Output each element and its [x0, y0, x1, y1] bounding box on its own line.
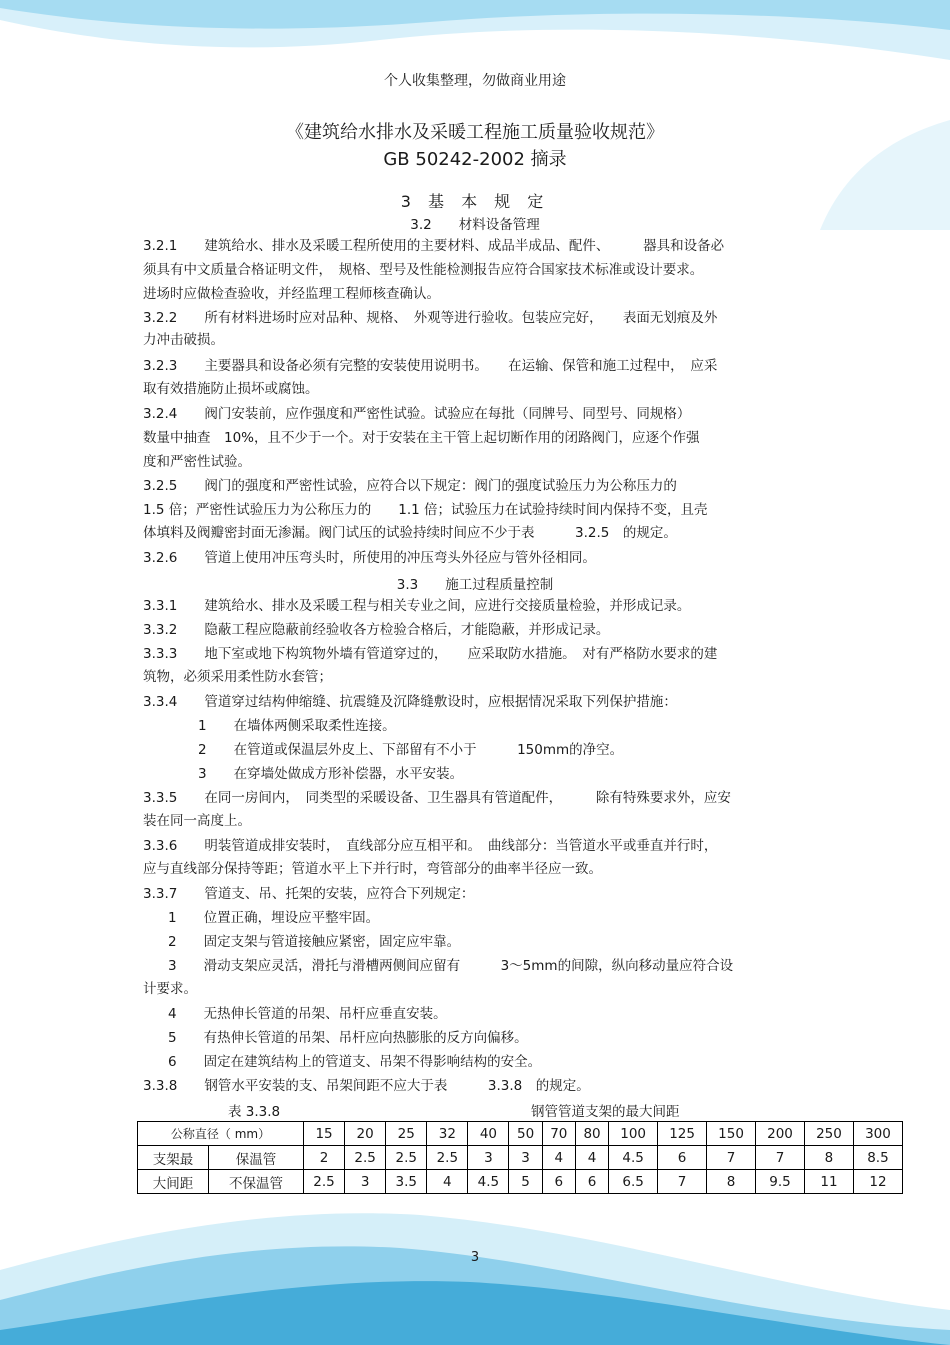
text-line: 3.2.5 阀门的强度和严密性试验，应符合以下规定：阀门的强度试验压力为公称压力的: [143, 478, 677, 494]
row-label: 保温管: [209, 1146, 304, 1170]
table-cell: 15: [304, 1122, 345, 1146]
table-cell: 3.5: [386, 1170, 427, 1194]
table-cell: 125: [658, 1122, 707, 1146]
table-cell: 4: [427, 1170, 468, 1194]
spacing-table: [137, 1121, 903, 1194]
list-item: 2 在管道或保温层外皮上、下部留有不小于 150mm的净空。: [198, 742, 624, 758]
table-header-label: 公称直径（ mm）: [138, 1122, 304, 1146]
text-line: 3.3.1 建筑给水、排水及采暖工程与相关专业之间，应进行交接质量检验，并形成记录。: [143, 598, 691, 614]
list-item: 3 在穿墙处做成方形补偿器，水平安装。: [198, 766, 464, 782]
table-cell: 250: [804, 1122, 853, 1146]
table-cell: 300: [853, 1122, 902, 1146]
document-subtitle: GB 50242-2002 摘录: [383, 149, 567, 170]
table-cell: 8: [804, 1146, 853, 1170]
row-group-label: 大间距: [138, 1170, 209, 1194]
text-line: 进场时应做检查验收，并经监理工程师核查确认。: [143, 286, 440, 302]
list-item: 3 滑动支架应灵活，滑托与滑槽两侧间应留有 3～5mm的间隙，纵向移动量应符合设: [168, 958, 734, 974]
list-item: 5 有热伸长管道的吊架、吊杆应向热膨胀的反方向偏移。: [168, 1030, 528, 1046]
table-cell: 8.5: [853, 1146, 902, 1170]
table-title: 钢管管道支架的最大间距: [531, 1104, 680, 1120]
table-cell: 6.5: [609, 1170, 658, 1194]
table-cell: 2.5: [427, 1146, 468, 1170]
page-number: 3: [470, 1250, 480, 1265]
table-cell: 200: [756, 1122, 805, 1146]
list-item: 1 位置正确，埋设应平整牢固。: [168, 910, 380, 926]
table-cell: 20: [345, 1122, 386, 1146]
text-line: 3.3.5 在同一房间内， 同类型的采暖设备、卫生器具有管道配件， 除有特殊要求外，应安: [143, 790, 731, 806]
text-line: 3.2.3 主要器具和设备必须有完整的安装使用说明书。 在运输、保管和施工过程中， 应采: [143, 358, 718, 374]
table-label: 表 3.3.8: [228, 1104, 281, 1120]
table-cell: 80: [575, 1122, 608, 1146]
text-line: 数量中抽查 10%，且不少于一个。对于安装在主干管上起切断作用的闭路阀门，应逐个作强: [143, 430, 700, 446]
text-line: 3.3.4 管道穿过结构伸缩缝、抗震缝及沉降缝敷设时，应根据情况采取下列保护措施：: [143, 694, 677, 710]
text-line: 3.3.6 明装管道成排安装时， 直线部分应互相平和。 曲线部分：当管道水平或垂直并行时，: [143, 838, 718, 854]
row-label: 不保温管: [209, 1170, 304, 1194]
text-line: 3.2.6 管道上使用冲压弯头时，所使用的冲压弯头外径应与管外径相同。: [143, 550, 596, 566]
text-line: 1.5 倍；严密性试验压力为公称压力的 1.1 倍；试验压力在试验持续时间内保持不变，且壳: [143, 502, 708, 518]
text-line: 取有效措施防止损坏或腐蚀。: [143, 381, 319, 397]
text-line: 3.2.2 所有材料进场时应对品种、规格、 外观等进行验收。包装应完好， 表面无划痕及外: [143, 310, 718, 326]
text-line: 筑物，必须采用柔性防水套管；: [143, 669, 332, 685]
table-cell: 4: [575, 1146, 608, 1170]
text-line: 力冲击破损。: [143, 332, 224, 348]
table-cell: 25: [386, 1122, 427, 1146]
table-cell: 50: [509, 1122, 542, 1146]
text-line: 3.2.4 阀门安装前，应作强度和严密性试验。试验应在每批（同牌号、同型号、同规格）: [143, 406, 691, 422]
list-item: 1 在墙体两侧采取柔性连接。: [198, 718, 396, 734]
document-title: 《建筑给水排水及采暖工程施工质量验收规范》: [286, 122, 664, 143]
text-line: 计要求。: [143, 981, 197, 997]
table-cell: 7: [707, 1146, 756, 1170]
text-line: 须具有中文质量合格证明文件， 规格、型号及性能检测报告应符合国家技术标准或设计要求。: [143, 262, 704, 278]
text-line: 3.3.7 管道支、吊、托架的安装，应符合下列规定：: [143, 886, 475, 902]
chapter-heading: 3 基 本 规 定: [400, 192, 550, 211]
text-line: 应与直线部分保持等距；管道水平上下并行时，弯管部分的曲率半径应一致。: [143, 861, 602, 877]
table-cell: 7: [658, 1170, 707, 1194]
header-note: 个人收集整理，勿做商业用途: [384, 73, 566, 89]
table-cell: 5: [509, 1170, 542, 1194]
table-cell: 3: [345, 1170, 386, 1194]
table-cell: 4.5: [468, 1170, 509, 1194]
text-line: 3.2.1 建筑给水、排水及采暖工程所使用的主要材料、成品半成品、配件、 器具和设备必: [143, 238, 725, 254]
table-cell: 2.5: [304, 1170, 345, 1194]
table-cell: 2.5: [386, 1146, 427, 1170]
table-row: [138, 1170, 903, 1194]
text-line: 度和严密性试验。: [143, 454, 251, 470]
text-line: 3.3.8 钢管水平安装的支、吊架间距不应大于表 3.3.8 的规定。: [143, 1078, 590, 1094]
section-heading-3-3: 3.3 施工过程质量控制: [396, 577, 554, 593]
table-cell: 8: [707, 1170, 756, 1194]
list-item: 6 固定在建筑结构上的管道支、吊架不得影响结构的安全。: [168, 1054, 542, 1070]
table-cell: 12: [853, 1170, 902, 1194]
text-line: 装在同一高度上。: [143, 813, 251, 829]
table-cell: 7: [756, 1146, 805, 1170]
table-cell: 6: [575, 1170, 608, 1194]
row-group-label: 支架最: [138, 1146, 209, 1170]
table-cell: 32: [427, 1122, 468, 1146]
list-item: 4 无热伸长管道的吊架、吊杆应垂直安装。: [168, 1006, 447, 1022]
table-cell: 70: [542, 1122, 575, 1146]
table-cell: 9.5: [756, 1170, 805, 1194]
table-cell: 6: [542, 1170, 575, 1194]
list-item: 2 固定支架与管道接触应紧密，固定应牢靠。: [168, 934, 461, 950]
table-cell: 6: [658, 1146, 707, 1170]
table-cell: 3: [468, 1146, 509, 1170]
table-cell: 150: [707, 1122, 756, 1146]
table-cell: 2: [304, 1146, 345, 1170]
table-cell: 3: [509, 1146, 542, 1170]
table-header-row: [138, 1122, 903, 1146]
table-cell: 4: [542, 1146, 575, 1170]
text-line: 3.3.2 隐蔽工程应隐蔽前经验收各方检验合格后，才能隐蔽，并形成记录。: [143, 622, 610, 638]
table-cell: 40: [468, 1122, 509, 1146]
table-cell: 2.5: [345, 1146, 386, 1170]
table-row: [138, 1146, 903, 1170]
section-heading-3-2: 3.2 材料设备管理: [410, 217, 540, 233]
table-cell: 11: [804, 1170, 853, 1194]
table-cell: 4.5: [609, 1146, 658, 1170]
text-line: 体填料及阀瓣密封面无渗漏。阀门试压的试验持续时间应不少于表 3.2.5 的规定。: [143, 525, 677, 541]
table-cell: 100: [609, 1122, 658, 1146]
text-line: 3.3.3 地下室或地下构筑物外墙有管道穿过的， 应采取防水措施。 对有严格防水要求的建: [143, 646, 718, 662]
